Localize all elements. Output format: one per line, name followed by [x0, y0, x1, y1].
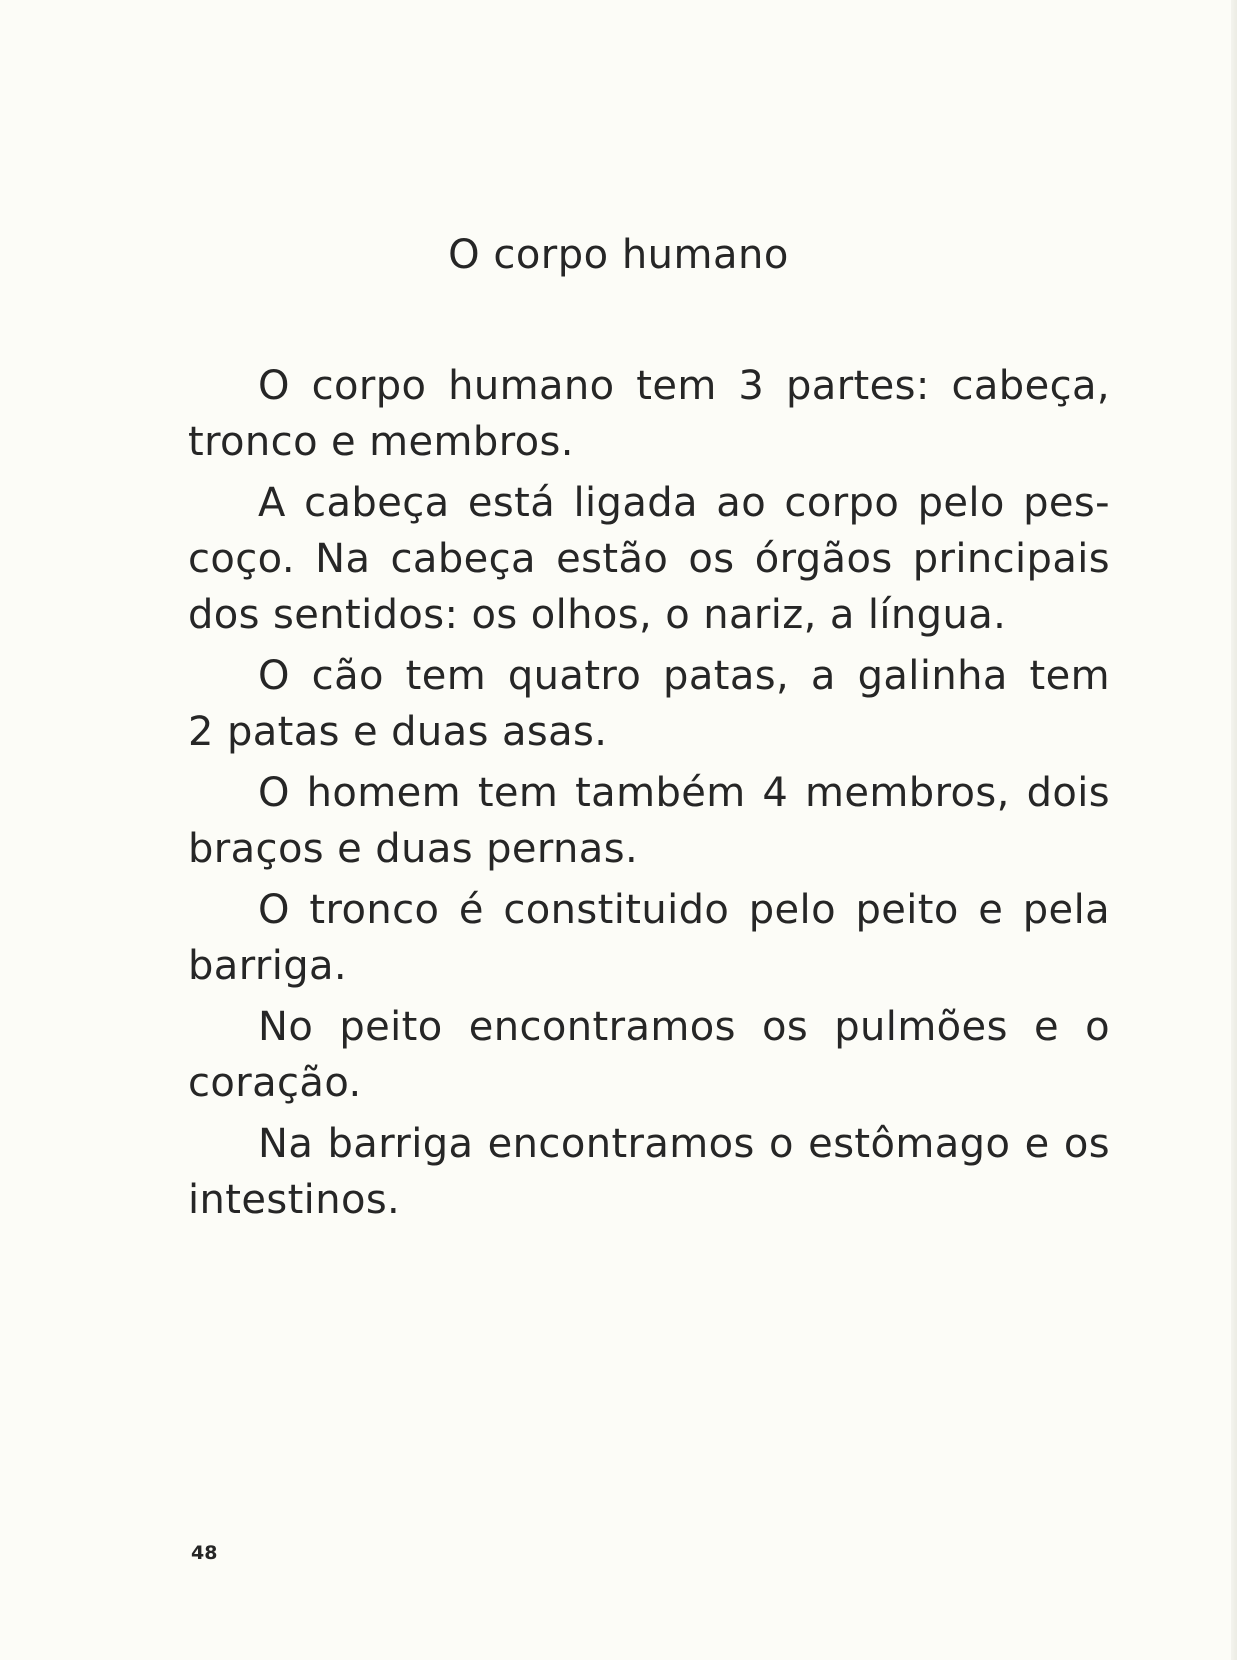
text-line: coço. Na cabeça estão os órgãos principais — [188, 536, 1110, 582]
text-line: dos sentidos: os olhos, o nariz, a língua. — [188, 592, 1007, 638]
text-line: O cão tem quatro patas, a galinha tem — [258, 653, 1110, 699]
text-line: braços e duas pernas. — [188, 826, 639, 872]
text-line: Na barriga encontramos o estômago e os — [258, 1121, 1110, 1167]
text-line: intestinos. — [188, 1177, 401, 1223]
text-line: O homem tem também 4 membros, dois — [258, 770, 1110, 816]
text-line: tronco e membros. — [188, 419, 574, 465]
page-number: 48 — [191, 1542, 218, 1564]
text-line: O tronco é constituido pelo peito e pela — [258, 887, 1110, 933]
text-line: barriga. — [188, 943, 348, 989]
text-line: 2 patas e duas asas. — [188, 709, 608, 755]
text-line: coração. — [188, 1060, 362, 1106]
page-title: O corpo humano — [448, 232, 789, 278]
text-line: A cabeça está ligada ao corpo pelo pes- — [258, 480, 1110, 526]
text-line: O corpo humano tem 3 partes: cabeça, — [258, 363, 1110, 409]
text-line: No peito encontramos os pulmões e o — [258, 1004, 1110, 1050]
